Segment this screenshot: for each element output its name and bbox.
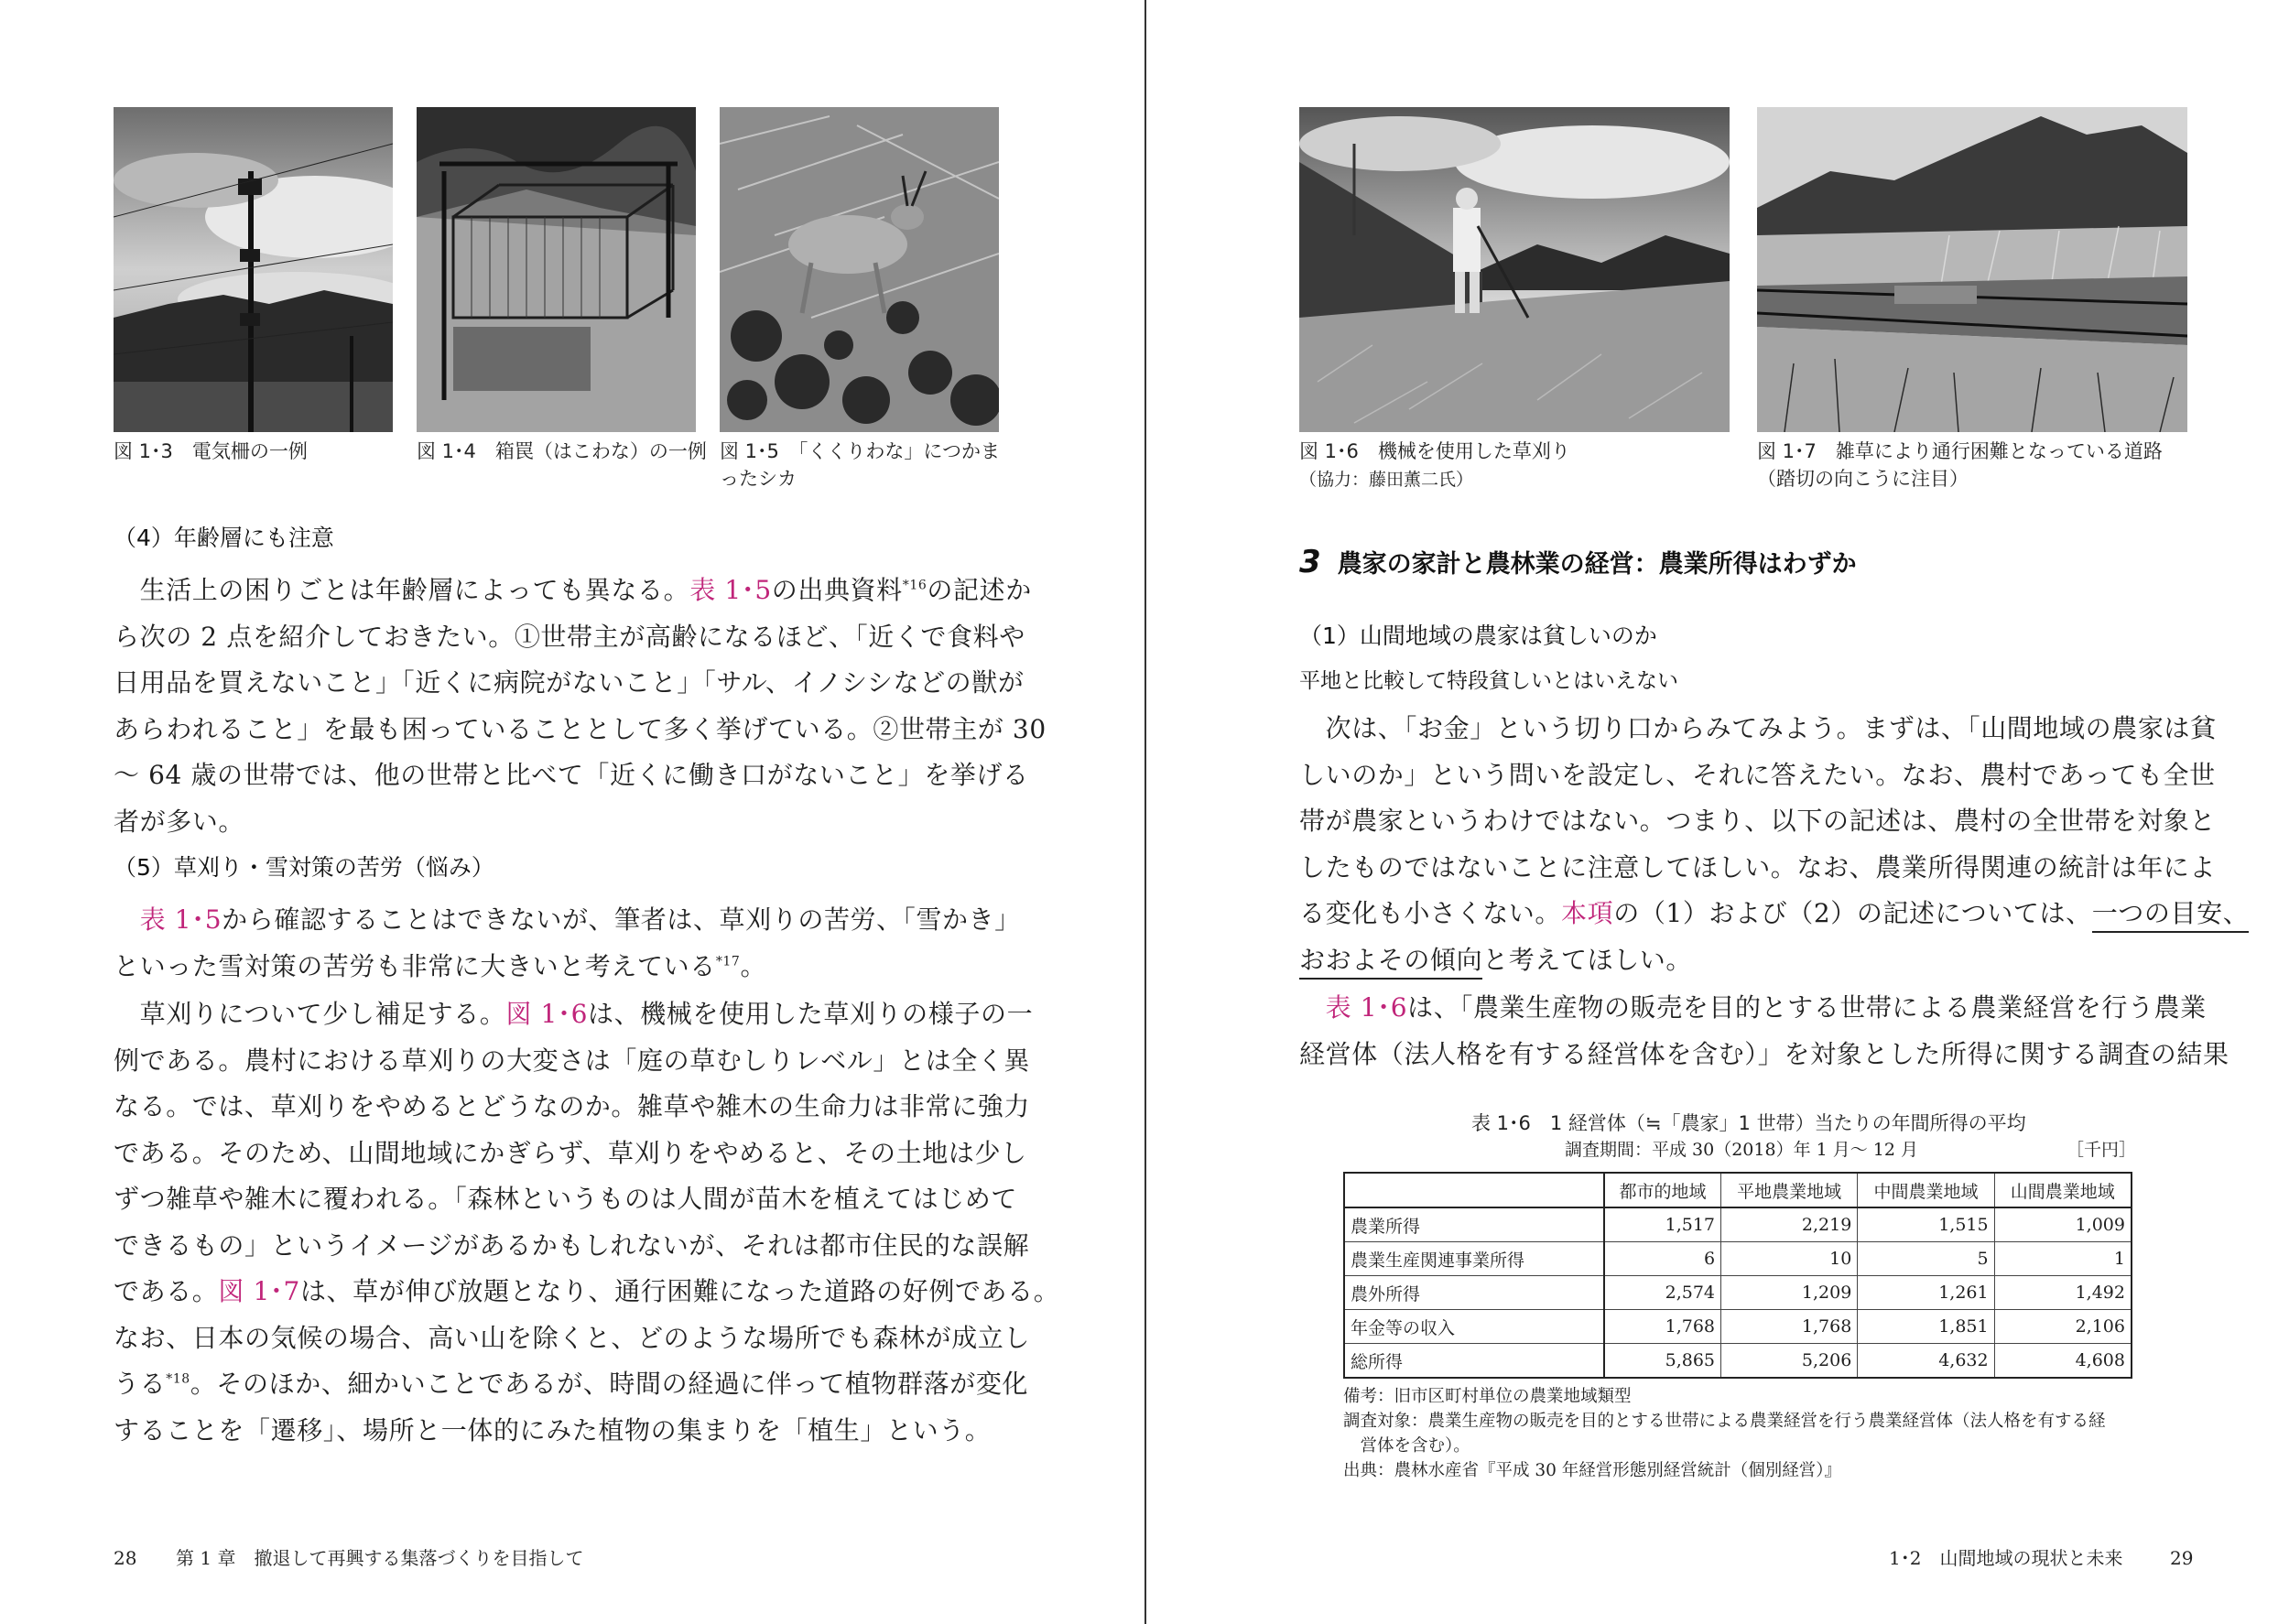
figure-caption: 図 1･7 雑草により通行困難となっている道路 （踏切の向こうに注目） xyxy=(1757,440,2163,490)
figure-caption: 図 1･4 箱罠（はこわな）の一例 xyxy=(417,440,707,462)
table-cell: 1,209 xyxy=(1721,1276,1858,1310)
section-reference-link[interactable]: 本項 xyxy=(1561,898,1614,928)
section-heading: （4）年齢層にも注意 xyxy=(114,525,334,551)
column-header: 中間農業地域 xyxy=(1858,1173,1994,1207)
photo-box-trap xyxy=(417,107,696,432)
left-page xyxy=(0,0,1144,1624)
page-number: 29 xyxy=(2170,1547,2194,1569)
paragraph: 表 1･6は、「農業生産物の販売を目的とする世帯による農業経営を行う農業 経営体（法人格を有する経営体を含む）」を対象とした所得に関する調査の結果 xyxy=(1299,992,2229,1069)
photo-overgrown-road xyxy=(1757,107,2187,432)
figure-caption: 図 1･5 「くくりわな」につかま ったシカ xyxy=(720,440,1000,490)
table-row xyxy=(1344,1242,2132,1276)
table-cell: 2,219 xyxy=(1721,1207,1858,1242)
paragraph: 表 1･5から確認することはできないが、筆者は、草刈りの苦労、「雪かき」 といった雪対策の苦労も非常に大きいと考えている$^{*17}$。 xyxy=(114,904,1021,981)
column-header: 山間農業地域 xyxy=(1994,1173,2132,1207)
figure-reference-link[interactable]: 図 1･6 xyxy=(505,999,588,1029)
right-page xyxy=(1147,0,2289,1624)
paragraph: 草刈りについて少し補足する。図 1･6は、機械を使用した草刈りの様子の一 例である。農村における草刈りの大変さは「庭の草むしりレベル」とは全く異 なる。では、草刈りをやめるとどうなのか。雑草や雑木の生命力は非常に強力 である。そのため、山間地域にかぎらず、草刈りをやめると、その土地は少し ずつ雑草や雑木に覆われる。「森林というものは人間が苗木を植えてはじめて できるもの」というイメージがあるかもしれないが、それは都市住民的な誤解 である。図 1･7は、草が伸び放題となり、通行困難になった道路の好例である。 なお、日本の気候の場合、高い山を除くと、どのような場所でも森林が成立し うる$^{*18}$。そのほか、細かいことであるが、時間の経過に伴って植物群落が変化 することを「遷移」、場所と一体的にみた植物の集まりを「植生」という。 xyxy=(114,999,1060,1445)
table-cell: 1 xyxy=(1994,1242,2132,1276)
table-cell: 1,009 xyxy=(1994,1207,2132,1242)
table-reference-link[interactable]: 表 1･6 xyxy=(1325,992,1408,1023)
table-cell: 6 xyxy=(1604,1242,1721,1276)
table-cell: 1,492 xyxy=(1994,1276,2132,1310)
row-label: 農業生産関連事業所得 xyxy=(1344,1242,1604,1276)
section-title: 3 農家の家計と農林業の経営：農業所得はわずか xyxy=(1299,544,1857,580)
table-reference-link[interactable]: 表 1･5 xyxy=(689,575,772,605)
row-label: 総所得 xyxy=(1344,1344,1604,1379)
photo-electric-fence xyxy=(114,107,393,432)
table-unit: ［千円］ xyxy=(2067,1140,2137,1160)
table-cell: 4,608 xyxy=(1994,1344,2132,1379)
table-cell: 10 xyxy=(1721,1242,1858,1276)
table-cell: 5 xyxy=(1858,1242,1994,1276)
table-notes: 備考：旧市区町村単位の農業地域類型 調査対象：農業生産物の販売を目的とする世帯による農業経営を行う農業経営体（法人格を有する経 営体を含む）。 出典：農林水産省『平成 30 年経営形態別経営統計（個別経営）』 xyxy=(1343,1387,2106,1480)
table-header-row xyxy=(1344,1173,2132,1207)
paragraph: 次は、「お金」という切り口からみてみよう。まずは、「山間地域の農家は貧 しいのか」という問いを設定し、それに答えたい。なお、農村であっても全世 帯が農家というわけではない。つまり、以下の記述は、農村の全世帯を対象と したものではないことに注意してほしい。なお、農業所得関連の統計は年によ る変化も小さくない。本項の（1）および（2）の記述については、一つの目安、 おおよその傾向と考えてほしい。 xyxy=(1299,706,2249,983)
section-heading: （5）草刈り・雪対策の苦労（悩み） xyxy=(114,854,494,881)
photo-mowing xyxy=(1299,107,1730,432)
subsection-heading: （1）山間地域の農家は貧しいのか xyxy=(1299,623,1657,649)
table-row xyxy=(1344,1276,2132,1310)
table-cell: 1,515 xyxy=(1858,1207,1994,1242)
table-cell: 1,261 xyxy=(1858,1276,1994,1310)
column-header: 都市的地域 xyxy=(1604,1173,1721,1207)
table-period: 調査期間：平成 30（2018）年 1 月～ 12 月 xyxy=(1565,1140,1918,1160)
page-number: 28 xyxy=(114,1547,137,1569)
table-corner xyxy=(1344,1173,1604,1207)
running-header-section: 1･2 山間地域の現状と未来 xyxy=(1889,1547,2123,1569)
table-cell: 4,632 xyxy=(1858,1344,1994,1379)
table-cell: 1,768 xyxy=(1604,1310,1721,1344)
table-cell: 5,865 xyxy=(1604,1344,1721,1379)
table-reference-link[interactable]: 表 1･5 xyxy=(139,904,222,935)
footnote-marker[interactable]: *18 xyxy=(166,1371,190,1387)
subsection-subheading: 平地と比較して特段貧しいとはいえない xyxy=(1299,669,1678,693)
table-cell: 2,574 xyxy=(1604,1276,1721,1310)
footnote-marker[interactable]: *17 xyxy=(715,954,741,969)
table-row xyxy=(1344,1207,2132,1242)
income-table xyxy=(1343,1172,2132,1379)
table-cell: 1,768 xyxy=(1721,1310,1858,1344)
row-label: 年金等の収入 xyxy=(1344,1310,1604,1344)
row-label: 農業所得 xyxy=(1344,1207,1604,1242)
table-cell: 1,517 xyxy=(1604,1207,1721,1242)
footnote-marker[interactable]: *16 xyxy=(902,578,928,593)
table-title: 表 1･6 1 経営体（≒「農家」1 世帯）当たりの年間所得の平均 xyxy=(1471,1112,2026,1134)
figure-caption: 図 1･6 機械を使用した草刈り（協力：藤田薫二氏） xyxy=(1299,440,1570,490)
table-cell: 1,851 xyxy=(1858,1310,1994,1344)
figure-reference-link[interactable]: 図 1･7 xyxy=(218,1276,300,1306)
page-gutter-divider xyxy=(1144,0,1146,1624)
table-row xyxy=(1344,1310,2132,1344)
column-header: 平地農業地域 xyxy=(1721,1173,1858,1207)
row-label: 農外所得 xyxy=(1344,1276,1604,1310)
paragraph: 生活上の困りごとは年齢層によっても異なる。表 1･5の出典資料$^{*16}$の記述か ら次の 2 点を紹介しておきたい。①世帯主が高齢になるほど、「近くで食料や 日用品を買えないこと」「近くに病院がないこと」「サル、イノシシなどの獣が あらわれること」を最も困っていることとして多く挙げている。②世帯主が 30 ～ 64 歳の世帯では、他の世帯と比べて「近くに働き口がないこと」を挙げる 者が多い。 xyxy=(114,575,1047,837)
figure-caption: 図 1･3 電気柵の一例 xyxy=(114,440,308,462)
table-cell: 2,106 xyxy=(1994,1310,2132,1344)
table-row xyxy=(1344,1344,2132,1379)
photo-snared-deer xyxy=(720,107,999,432)
running-header-chapter: 第 1 章 撤退して再興する集落づくりを目指して xyxy=(176,1547,584,1569)
table-cell: 5,206 xyxy=(1721,1344,1858,1379)
